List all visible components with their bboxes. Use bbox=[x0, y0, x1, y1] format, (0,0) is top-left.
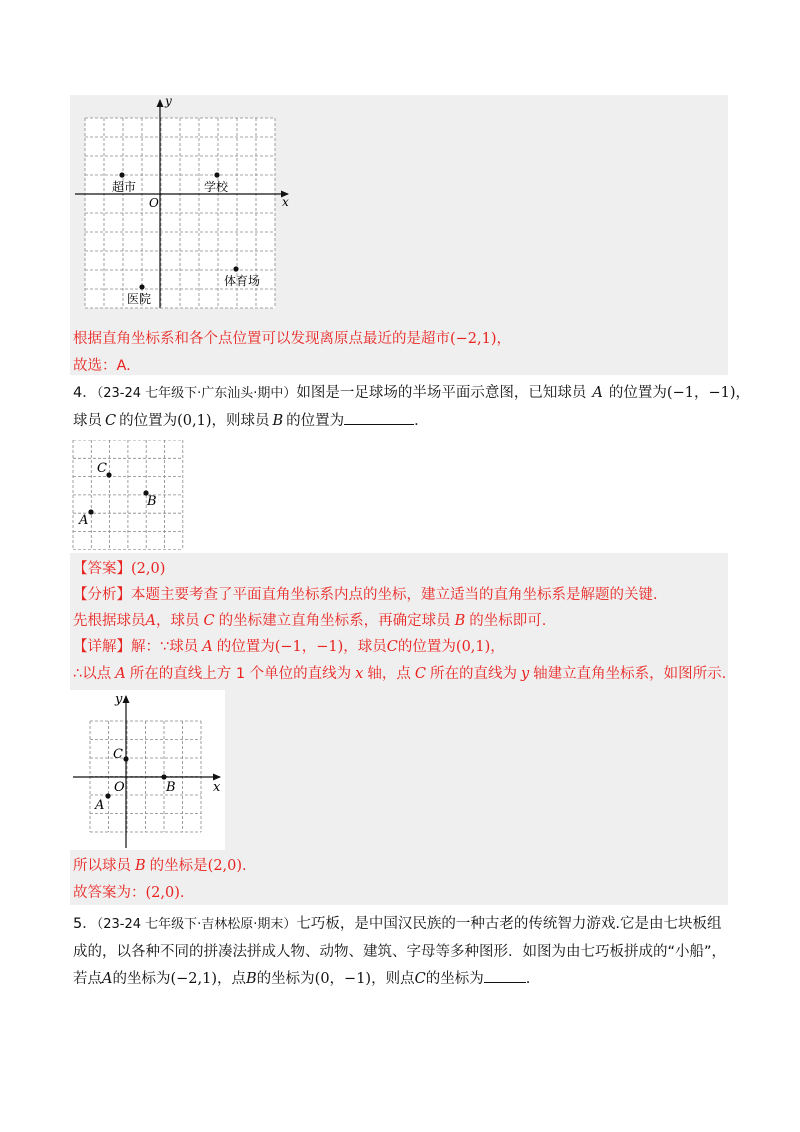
q4-therefore bbox=[73, 663, 726, 685]
therefore-text: 所在的直线为 bbox=[429, 666, 517, 682]
analysis-text: 先根据球员 bbox=[73, 613, 146, 629]
var-C: C bbox=[414, 666, 426, 682]
solution-label-B: B bbox=[166, 780, 176, 795]
q4-text: 的位置为 bbox=[286, 413, 345, 429]
q4-text: ． bbox=[414, 413, 429, 429]
field-figure bbox=[72, 440, 184, 550]
school-point bbox=[214, 172, 219, 177]
q4-text: 的位置为 bbox=[119, 413, 178, 429]
q4-source: （23-24 七年级下·广东汕头·期中） bbox=[96, 386, 297, 401]
q5-text: 若点 bbox=[73, 971, 102, 987]
q4-so bbox=[73, 855, 247, 877]
therefore-text: 轴，点 bbox=[367, 666, 411, 682]
q4-text: ，则球员 bbox=[211, 413, 270, 429]
q3-conclusion bbox=[73, 328, 511, 350]
so-coord: (2,0) bbox=[207, 858, 243, 874]
detail-text: 解：∵球员 bbox=[131, 639, 199, 655]
q5-line1 bbox=[73, 913, 722, 936]
q4-analysis bbox=[73, 584, 658, 606]
q5-line2 bbox=[73, 941, 726, 963]
answer-tag: 【答案】 bbox=[73, 561, 131, 577]
detail-text: ， bbox=[490, 639, 505, 655]
var-A: A bbox=[145, 613, 156, 629]
solution-point-B bbox=[161, 774, 166, 779]
solution-origin-label: O bbox=[114, 780, 125, 795]
player-A-point bbox=[88, 509, 93, 514]
q4-question-line2 bbox=[73, 410, 429, 432]
q5-line3 bbox=[73, 968, 530, 990]
var-B: B bbox=[135, 858, 146, 874]
var-C: C bbox=[386, 639, 398, 655]
var-B: B bbox=[454, 613, 466, 629]
school-label: 学校 bbox=[204, 180, 229, 194]
therefore-text: 轴建立直角坐标系，如图所示. bbox=[533, 666, 727, 682]
detail-text: 的位置为 bbox=[216, 639, 275, 655]
q5-text: ，点 bbox=[217, 971, 247, 987]
solution-point-C bbox=[123, 756, 128, 761]
detail-tag: 【详解】 bbox=[73, 639, 131, 655]
q5-coord-B: (0，−1) bbox=[314, 971, 372, 987]
q4-number: 4． bbox=[73, 385, 97, 401]
q4-answer-value: (2,0) bbox=[131, 561, 166, 577]
q5-text: . bbox=[525, 971, 531, 987]
solution-axis-y-label: y bbox=[115, 692, 123, 707]
q4-analysis-2 bbox=[73, 610, 546, 632]
q4-detail bbox=[73, 636, 505, 658]
q5-coord-A: (−2,1) bbox=[170, 971, 218, 987]
var-A: A bbox=[115, 666, 126, 682]
detail-coord-A: (−1，−1) bbox=[274, 639, 344, 655]
q4-question-line1 bbox=[73, 382, 750, 405]
q4-var-A: A bbox=[592, 385, 603, 401]
map-axis-x-label: x bbox=[282, 195, 289, 209]
q5-var-B: B bbox=[246, 971, 257, 987]
q4-coord-A: (−1，−1) bbox=[666, 385, 736, 401]
q3-choice-text: 故选：A. bbox=[73, 358, 131, 374]
player-B-label: B bbox=[147, 494, 157, 509]
q5-number: 5． bbox=[73, 916, 97, 932]
solution-label-C: C bbox=[113, 747, 123, 762]
analysis-tag: 【分析】 bbox=[73, 587, 131, 603]
supermarket-point bbox=[119, 172, 124, 177]
q3-punct: ， bbox=[496, 331, 512, 347]
final-coord: (2,0) bbox=[145, 885, 180, 901]
q5-text: 的坐标为 bbox=[425, 971, 484, 987]
solution-point-A bbox=[105, 793, 110, 798]
q5-text: ，则点 bbox=[371, 971, 415, 987]
q4-var-C: C bbox=[105, 413, 117, 429]
q4-answer-blank[interactable] bbox=[344, 410, 414, 425]
therefore-text: 所在的直线上方 1 个单位的直线为 bbox=[129, 666, 352, 682]
map-coordinate-figure bbox=[70, 95, 295, 310]
stadium-label: 体育场 bbox=[224, 274, 261, 288]
q5-answer-blank[interactable] bbox=[484, 968, 526, 983]
solution-coordinate-figure bbox=[70, 690, 225, 850]
so-text: . bbox=[242, 858, 247, 874]
q5-text: 的坐标为 bbox=[112, 971, 171, 987]
q5-text: 成的，以各种不同的拼凑法拼成人物、动物、建筑、字母等多种图形．如图为由七巧板拼成的“小船”， bbox=[73, 944, 727, 960]
solution-axis-x-label: x bbox=[213, 780, 221, 795]
analysis-text: 本题主要考查了平面直角坐标系内点的坐标，建立适当的直角坐标系是解题的关键. bbox=[131, 587, 658, 603]
therefore-text: ∴以点 bbox=[73, 666, 112, 682]
so-text: 的坐标是 bbox=[149, 858, 208, 874]
analysis-text: 的坐标即可. bbox=[469, 613, 547, 629]
var-y: y bbox=[520, 666, 530, 682]
solution-label-A: A bbox=[95, 798, 105, 813]
hospital-label: 医院 bbox=[127, 292, 152, 306]
final-text: 故答案为： bbox=[73, 885, 146, 901]
q4-var-B: B bbox=[272, 413, 284, 429]
analysis-text: ，球员 bbox=[155, 613, 200, 629]
var-A: A bbox=[202, 639, 213, 655]
var-x: x bbox=[355, 666, 364, 682]
q4-text: ， bbox=[735, 385, 750, 401]
q5-source: （23-24 七年级下·吉林松原·期末） bbox=[96, 917, 297, 932]
q4-final bbox=[73, 882, 184, 904]
q4-text: 球员 bbox=[73, 413, 102, 429]
detail-text: ，球员 bbox=[343, 639, 387, 655]
so-text: 所以球员 bbox=[73, 858, 131, 874]
q5-text: 七巧板，是中国汉民族的一种古老的传统智力游戏.它是由七块板组 bbox=[296, 916, 722, 932]
final-text: . bbox=[179, 885, 185, 901]
q3-conclusion-text: 根据直角坐标系和各个点位置可以发现离原点最近的是超市 bbox=[73, 331, 450, 347]
q4-answer bbox=[73, 558, 165, 580]
q3-choice bbox=[73, 355, 131, 377]
supermarket-label: 超市 bbox=[112, 180, 137, 194]
q3-coord: (−2,1) bbox=[450, 331, 497, 347]
var-C: C bbox=[203, 613, 215, 629]
q5-var-C: C bbox=[414, 971, 426, 987]
stadium-point bbox=[233, 266, 238, 271]
q5-var-A: A bbox=[102, 971, 113, 987]
q5-text: 的坐标为 bbox=[256, 971, 315, 987]
q4-coord-C: (0,1) bbox=[177, 413, 212, 429]
q4-text: 的位置为 bbox=[608, 385, 667, 401]
map-origin-label: O bbox=[149, 196, 159, 210]
hospital-point bbox=[139, 284, 144, 289]
detail-coord-C: (0,1) bbox=[455, 639, 491, 655]
player-C-label: C bbox=[97, 461, 107, 476]
q4-text: 如图是一足球场的半场平面示意图，已知球员 bbox=[296, 385, 587, 401]
player-C-point bbox=[106, 472, 111, 477]
map-axis-y-label: y bbox=[165, 95, 172, 108]
detail-text: 的位置为 bbox=[397, 639, 456, 655]
player-A-label: A bbox=[79, 513, 89, 528]
analysis-text: 的坐标建立直角坐标系，再确定球员 bbox=[218, 613, 451, 629]
